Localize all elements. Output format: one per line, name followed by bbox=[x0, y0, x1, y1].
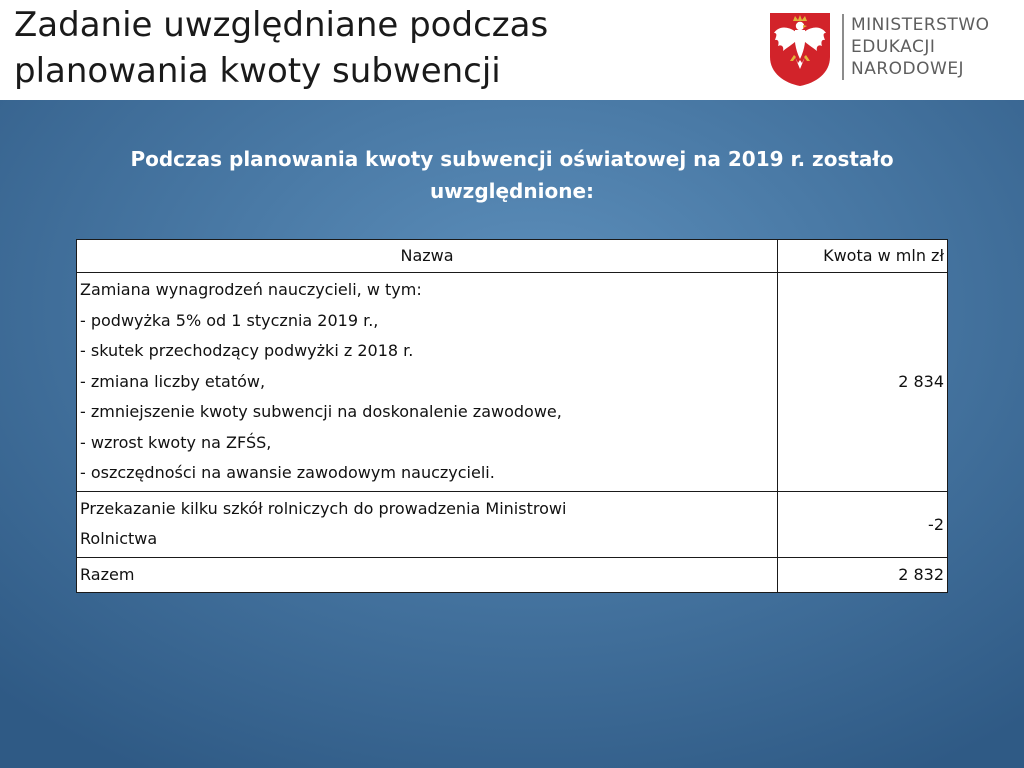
row-amount-cell: 2 832 bbox=[778, 557, 948, 593]
subheading-line-1: Podczas planowania kwoty subwencji oświatowej na 2019 r. zostało bbox=[130, 147, 894, 171]
row-name-line: - skutek przechodzący podwyżki z 2018 r. bbox=[80, 341, 414, 360]
row-name-line: - zmiana liczby etatów, bbox=[80, 371, 266, 391]
row-amount-cell: -2 bbox=[778, 491, 948, 557]
slide-header bbox=[0, 0, 1024, 100]
logo-line-3: NARODOWEJ bbox=[851, 59, 965, 79]
subheading-line-2: uwzględnione: bbox=[429, 179, 595, 203]
row-amount-cell: 2 834 bbox=[778, 273, 948, 492]
ministry-logo-text bbox=[851, 14, 990, 80]
row-name-cell bbox=[77, 273, 778, 492]
row-name-line: Rolnictwa bbox=[80, 529, 158, 548]
row-name-line: - podwyżka 5% od 1 stycznia 2019 r., bbox=[80, 310, 379, 330]
slide-title-line-1: Zadanie uwzględniane podczas bbox=[14, 5, 549, 45]
column-header-amount: Kwota w mln zł bbox=[778, 240, 948, 273]
slide-subheading bbox=[60, 143, 964, 207]
table-row-total bbox=[77, 557, 948, 593]
table-row bbox=[77, 273, 948, 492]
row-name-line: - zmniejszenie kwoty subwencji na doskonalenie zawodowe, bbox=[80, 402, 562, 421]
polish-eagle-emblem-icon bbox=[768, 11, 832, 87]
row-name-line: Przekazanie kilku szkół rolniczych do prowadzenia Ministrowi bbox=[80, 498, 567, 518]
slide-title bbox=[14, 2, 714, 94]
column-header-name: Nazwa bbox=[77, 240, 778, 273]
row-name-cell bbox=[77, 557, 778, 593]
logo-divider bbox=[842, 14, 844, 80]
row-name-line: Razem bbox=[80, 564, 135, 584]
row-name-line: - oszczędności na awansie zawodowym nauczycieli. bbox=[80, 463, 495, 482]
subsidy-table bbox=[76, 239, 948, 593]
row-name-cell bbox=[77, 491, 778, 557]
row-name-line: - wzrost kwoty na ZFŚS, bbox=[80, 432, 272, 452]
row-name-line: Zamiana wynagrodzeń nauczycieli, w tym: bbox=[80, 280, 422, 299]
table-header-row bbox=[77, 240, 948, 273]
logo-line-1: MINISTERSTWO bbox=[851, 15, 990, 35]
table-row bbox=[77, 491, 948, 557]
slide-title-line-2: planowania kwoty subwencji bbox=[14, 51, 501, 91]
logo-line-2: EDUKACJI bbox=[851, 37, 936, 57]
